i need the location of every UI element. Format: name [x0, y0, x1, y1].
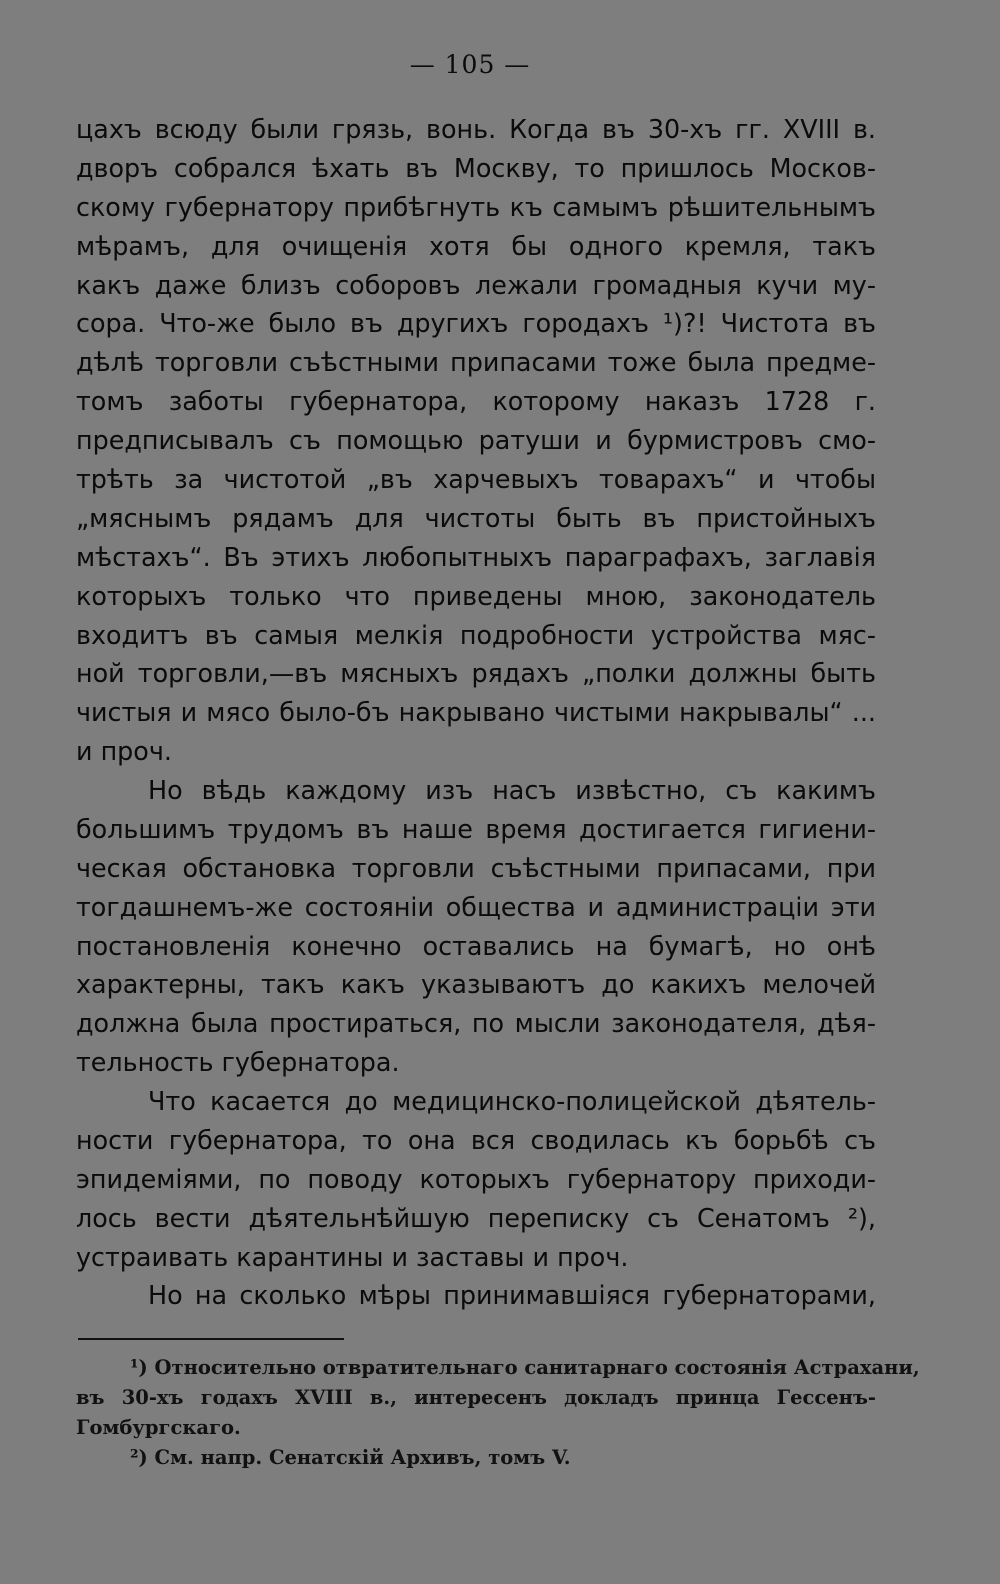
text-line: должна была простираться, по мысли законодателя, дѣя-: [76, 1008, 876, 1039]
text-line: Но на сколько мѣры принимавшіяся губернаторами,: [148, 1280, 876, 1310]
footnote-line: въ 30-хъ годахъ XVIII в., интересенъ докладъ принца Гессенъ-: [76, 1386, 876, 1409]
paragraph-1: [76, 110, 876, 771]
text-line: томъ заботы губернатора, которому наказъ 1728 г.: [76, 386, 876, 417]
text-line: дѣлѣ торговли съѣстными припасами тоже была предме-: [76, 347, 876, 378]
text-line: предписывалъ съ помощью ратуши и бурмистровъ смо-: [76, 425, 876, 456]
text-line: постановленія конечно оставались на бумагѣ, но онѣ: [76, 930, 876, 961]
footnote-line: ¹) Относительно отвратительнаго санитарнаго состоянія Астрахани,: [130, 1356, 920, 1379]
text-line: „мяснымъ рядамъ для чистоты быть въ пристойныхъ: [76, 502, 876, 533]
paragraph-4: [76, 1276, 876, 1315]
paragraph-3: [76, 1082, 876, 1276]
paragraph-2: [76, 771, 876, 1082]
text-line: входитъ въ самыя мелкія подробности устройства мяс-: [76, 619, 876, 650]
text-line: лось вести дѣятельнѣйшую переписку съ Сенатомъ ²),: [76, 1202, 876, 1233]
footnotes: [76, 1353, 920, 1473]
text-line: и проч.: [76, 736, 172, 767]
text-line: Но вѣдь каждому изъ насъ извѣстно, съ какимъ: [148, 775, 876, 805]
text-line: ности губернатора, то она вся сводилась къ борьбѣ съ: [76, 1124, 876, 1155]
text-line: ной торговли,—въ мясныхъ рядахъ „полки должны быть: [76, 658, 876, 689]
text-line: дворъ собрался ѣхать въ Москву, то пришлось Москов-: [76, 152, 876, 183]
text-line: чистыя и мясо было-бъ накрывано чистыми накрывалы“ ...: [76, 697, 876, 728]
text-line: тельность губернатора.: [76, 1047, 400, 1078]
text-line: трѣть за чистотой „въ харчевыхъ товарахъ“ и чтобы: [76, 464, 876, 495]
text-line: эпидеміями, по поводу которыхъ губернатору приходи-: [76, 1163, 876, 1194]
text-line: скому губернатору прибѣгнуть къ самымъ рѣшительнымъ: [76, 191, 876, 222]
text-line: ческая обстановка торговли съѣстными припасами, при: [76, 852, 876, 883]
text-line: Что касается до медицинско-полицейской дѣятель-: [148, 1086, 876, 1116]
text-line: тогдашнемъ-же состояніи общества и администраціи эти: [76, 891, 876, 922]
text-line: сора. Что-же было въ другихъ городахъ ¹)?! Чистота въ: [76, 308, 876, 339]
page-number: — 105 —: [409, 50, 531, 79]
footnote-line: Гомбургскаго.: [76, 1416, 241, 1439]
text-line: цахъ всюду были грязь, вонь. Когда въ 30-хъ гг. XVIII в.: [76, 114, 876, 144]
text-line: мѣстахъ“. Въ этихъ любопытныхъ параграфахъ, заглавія: [76, 541, 876, 572]
footnote-divider: [78, 1338, 344, 1340]
text-line: большимъ трудомъ въ наше время достигается гигиени-: [76, 813, 876, 844]
text-line: которыхъ только что приведены мною, законодатель: [76, 580, 876, 611]
text-line: мѣрамъ, для очищенія хотя бы одного кремля, такъ: [76, 230, 876, 261]
footnote-line: ²) См. напр. Сенатскій Архивъ, томъ V.: [130, 1446, 571, 1469]
text-line: характерны, такъ какъ указываютъ до какихъ мелочей: [76, 969, 876, 1000]
text-line: устраивать карантины и заставы и проч.: [76, 1241, 629, 1272]
text-line: какъ даже близъ соборовъ лежали громадныя кучи му-: [76, 269, 876, 300]
